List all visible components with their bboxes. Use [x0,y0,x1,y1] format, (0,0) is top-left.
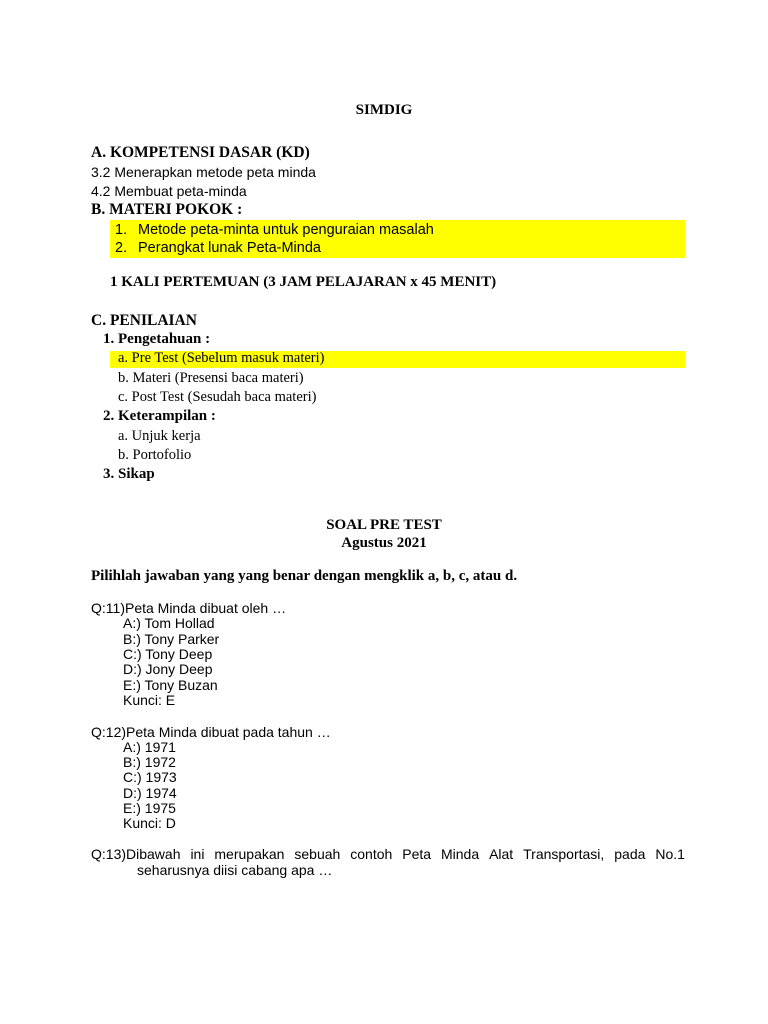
materi-item-1-number: 1. [115,222,128,238]
question-11-prompt: Q:11)Peta Minda dibuat oleh … [91,600,287,616]
question-11-option-e: E:) Tony Buzan [123,677,218,693]
skills-heading: 2. Keterampilan : [103,408,216,424]
question-13-prompt-line-1 [91,846,685,862]
question-11-option-b: B:) Tony Parker [123,631,220,647]
knowledge-item-b: b. Materi (Presensi baca materi) [118,370,304,386]
knowledge-item-a: a. Pre Test (Sebelum masuk materi) [118,350,325,366]
meeting-info: 1 KALI PERTEMUAN (3 JAM PELAJARAN x 45 MENIT) [110,274,497,290]
question-13-word: Q:13)Dibawah [91,846,181,862]
question-12-option-e: E:) 1975 [123,800,176,816]
question-13-word: contoh [350,846,393,862]
question-12-prompt: Q:12)Peta Minda dibuat pada tahun … [91,724,331,740]
question-12-option-c: C:) 1973 [123,769,177,785]
test-date: Agustus 2021 [341,535,427,551]
question-13-word: pada [614,846,646,862]
question-13-word: sebuah [294,846,341,862]
question-13-word: No.1 [655,846,685,862]
materi-item-2: Perangkat lunak Peta-Minda [138,240,321,256]
knowledge-item-c: c. Post Test (Sesudah baca materi) [118,389,317,405]
section-b-heading: B. MATERI POKOK : [91,201,243,218]
materi-item-1: Metode peta-minta untuk penguraian masalah [138,222,434,238]
question-11-option-d: D:) Jony Deep [123,661,213,677]
question-11-option-a: A:) Tom Hollad [123,615,215,631]
question-12-key: Kunci: D [123,815,176,831]
test-instruction: Pilihlah jawaban yang yang benar dengan mengklik a, b, c, atau d. [91,568,518,584]
attitude-heading: 3. Sikap [103,466,155,482]
skills-item-b: b. Portofolio [118,447,192,463]
question-12-option-a: A:) 1971 [123,739,176,755]
section-c-heading: C. PENILAIAN [91,312,197,329]
question-13-word: ini [190,846,205,862]
kd-item-4-2: 4.2 Membuat peta-minda [91,183,247,199]
question-13-word: merupakan [214,846,285,862]
question-13-word: Alat [489,846,514,862]
document-title: SIMDIG [355,102,413,118]
question-12-option-b: B:) 1972 [123,754,176,770]
question-13-prompt-line-2: seharusnya diisi cabang apa … [137,862,333,878]
materi-item-2-number: 2. [115,240,128,256]
question-13-word: Minda [440,846,480,862]
question-11-option-c: C:) Tony Deep [123,646,213,662]
question-11-key: Kunci: E [123,692,176,708]
skills-item-a: a. Unjuk kerja [118,428,201,444]
question-13-word: Peta [402,846,432,862]
question-13-word: Transportasi, [523,846,605,862]
test-title: SOAL PRE TEST [326,517,442,533]
knowledge-heading: 1. Pengetahuan : [103,331,211,347]
question-12-option-d: D:) 1974 [123,785,177,801]
section-a-heading: A. KOMPETENSI DASAR (KD) [91,144,310,161]
kd-item-3-2: 3.2 Menerapkan metode peta minda [91,164,316,180]
